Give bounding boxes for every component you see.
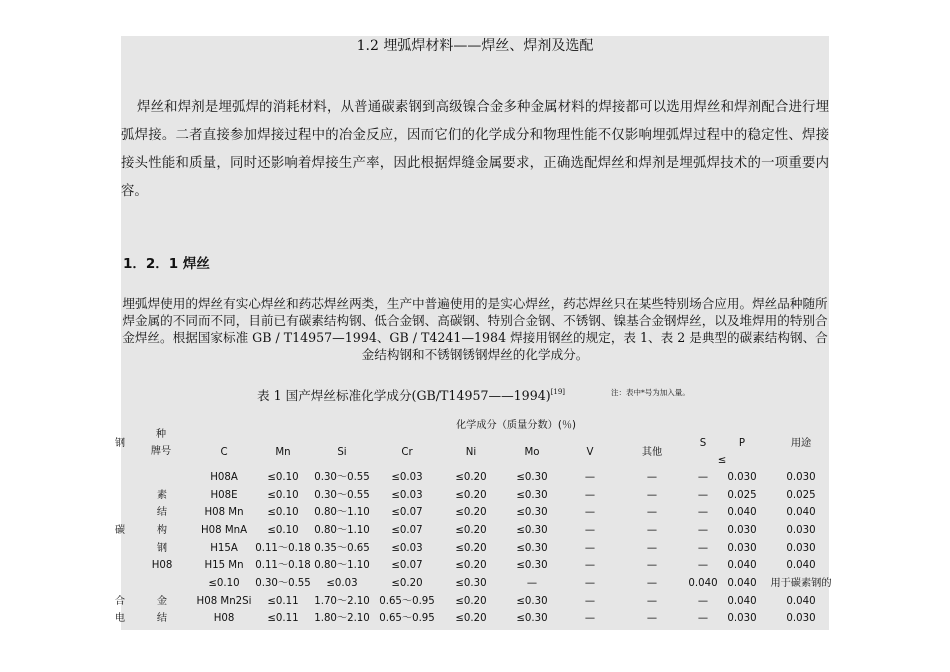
table-cell: 0.040 — [727, 560, 757, 571]
table-cell: ≤0.30 — [516, 525, 548, 536]
table-cell: ≤0.11 — [267, 596, 299, 607]
table-cell: ≤0.30 — [516, 507, 548, 518]
table-cell: — — [646, 472, 658, 483]
table-cell: — — [646, 596, 658, 607]
caption-reference: [19] — [550, 388, 566, 396]
table-cell: 0.040 — [786, 596, 816, 607]
table-cell: ≤0.20 — [455, 613, 487, 624]
table-cell: — — [646, 490, 658, 501]
table-cell: ≤0.07 — [391, 507, 423, 518]
table-cell: 0.040 — [786, 507, 816, 518]
table-cell: H15 Mn — [204, 560, 244, 571]
table-cell: ≤0.10 — [267, 525, 299, 536]
table-cell: 0.030 — [786, 613, 816, 624]
table-cell: 0.040 — [688, 578, 718, 589]
header-grade: 牌号 — [150, 446, 172, 457]
header-composition: 化学成分（质量分数）(％) — [455, 420, 577, 431]
table-cell: ≤0.20 — [455, 596, 487, 607]
table-cell: H08E — [210, 490, 238, 501]
page-title: 1.2 埋弧焊材料——焊丝、焊剂及选配 — [356, 38, 594, 54]
table-cell: H08 — [213, 613, 235, 624]
header-le: ≤ — [717, 455, 727, 466]
side-b-5: 金 — [156, 596, 168, 607]
table-cell: — — [646, 560, 658, 571]
wire-paragraph: 埋弧焊使用的焊丝有实心焊丝和药芯焊丝两类，生产中普遍使用的是实心焊丝，药芯焊丝只在某些特别场合应用。焊丝品种随所焊金属的不同而不同，目前已有碳素结构钢、低合金钢、高碳钢、特别合金钢、不锈钢、镍基合金钢焊丝，以及堆焊用的特别合金焊丝。根据国家标准 GB / T14957—1994、GB / T4241—1984 焊接用钢丝的规定，表 1、表 2 是典型的碳素结构钢、合金结构钢和不锈钢锈钢焊丝的化学成分。 — [122, 296, 828, 362]
table-cell: 0.040 — [727, 507, 757, 518]
table-cell: 0.65～0.95 — [379, 613, 435, 624]
header-ni: Ni — [465, 447, 477, 458]
header-mn: Mn — [275, 447, 291, 458]
section-heading: 1．2．1 焊丝 — [123, 256, 210, 272]
table-cell: 0.030 — [727, 543, 757, 554]
table-cell: ≤0.30 — [516, 490, 548, 501]
table-cell: H08 Mn — [204, 507, 244, 518]
table-cell: 用于碳素钢的 — [770, 578, 832, 589]
table-cell: H08A — [210, 472, 238, 483]
table-cell: ≤0.03 — [391, 543, 423, 554]
side-b-6: 结 — [156, 613, 168, 624]
table-cell: ≤0.03 — [391, 490, 423, 501]
header-use: 用途 — [790, 438, 812, 449]
table-cell: — — [697, 472, 709, 483]
table-cell: ≤0.10 — [208, 578, 240, 589]
table-cell: ≤0.20 — [455, 525, 487, 536]
header-kind: 种 — [155, 429, 167, 440]
header-s: S — [699, 438, 707, 449]
caption-text: 表 1 国产焊丝标准化学成分(GB/T14957——1994) — [257, 388, 551, 403]
table-cell: 0.030 — [786, 525, 816, 536]
table-cell: H08 Mn2Si — [196, 596, 252, 607]
side-b-2: 构 — [156, 525, 168, 536]
table-cell: — — [697, 525, 709, 536]
table-cell: ≤0.10 — [267, 507, 299, 518]
table-cell: — — [584, 507, 596, 518]
table-cell: 0.025 — [727, 490, 757, 501]
table-cell: ≤0.30 — [516, 613, 548, 624]
table-cell: ≤0.03 — [391, 472, 423, 483]
table-cell: — — [697, 507, 709, 518]
side-b-4: H08 — [151, 560, 173, 571]
side-b-0: 素 — [156, 490, 168, 501]
table-cell: 0.80～1.10 — [314, 525, 370, 536]
table-cell: H15A — [210, 543, 238, 554]
table-cell: ≤0.30 — [516, 472, 548, 483]
table-cell: — — [646, 507, 658, 518]
table-cell: 0.040 — [786, 560, 816, 571]
side-a-carbon: 碳 — [114, 525, 126, 536]
side-b-3: 钢 — [156, 543, 168, 554]
table-cell: 0.030 — [727, 613, 757, 624]
table-note: 注：表中*号为加入量。 — [611, 388, 690, 397]
table-cell: — — [584, 525, 596, 536]
table-cell: ≤0.20 — [391, 578, 423, 589]
table-cell: 0.040 — [727, 596, 757, 607]
table-cell: 0.80～1.10 — [314, 560, 370, 571]
side-b-1: 结 — [156, 507, 168, 518]
header-p: P — [738, 438, 746, 449]
table-cell: ≤0.20 — [455, 560, 487, 571]
table-cell: 0.30～0.55 — [314, 472, 370, 483]
table-cell: ≤0.20 — [455, 472, 487, 483]
table-cell: 0.025 — [786, 490, 816, 501]
side-a-alloy: 合 — [114, 596, 126, 607]
intro-paragraph: 焊丝和焊剂是埋弧焊的消耗材料，从普通碳素钢到高级镍合金多种金属材料的焊接都可以选用焊丝和焊剂配合进行埋弧焊接。二者直接参加焊接过程中的冶金反应，因而它们的化学成分和物理性能不仅影响埋弧焊过程中的稳定性、焊接接头性能和质量，同时还影响着焊接生产率，因此根据焊缝金属要求，正确选配焊丝和焊剂是埋弧焊技术的一项重要内容。 — [121, 100, 829, 199]
table-cell: 0.35～0.65 — [314, 543, 370, 554]
table-cell: ≤0.30 — [516, 543, 548, 554]
table-cell: 0.040 — [727, 578, 757, 589]
table-cell: 1.80～2.10 — [314, 613, 370, 624]
header-steel: 钢 — [114, 438, 126, 449]
table-cell: 0.11～0.18 — [255, 560, 311, 571]
table-cell: — — [646, 543, 658, 554]
table-cell: — — [584, 578, 596, 589]
table-cell: — — [584, 596, 596, 607]
header-c: C — [220, 447, 228, 458]
header-mo: Mo — [524, 447, 540, 458]
table-cell: — — [646, 525, 658, 536]
side-a-elec: 电 — [114, 613, 126, 624]
table-cell: — — [526, 578, 538, 589]
table-cell: — — [584, 472, 596, 483]
header-v: V — [586, 447, 594, 458]
table-cell: ≤0.30 — [455, 578, 487, 589]
table-cell: — — [584, 560, 596, 571]
header-si: Si — [337, 447, 347, 458]
table-cell: 0.030 — [786, 472, 816, 483]
header-cr: Cr — [401, 447, 413, 458]
table-cell: 0.30～0.55 — [255, 578, 311, 589]
table-cell: ≤0.03 — [326, 578, 358, 589]
table-cell: ≤0.30 — [516, 596, 548, 607]
table-cell: 1.70～2.10 — [314, 596, 370, 607]
table-cell: 0.30～0.55 — [314, 490, 370, 501]
table-cell: ≤0.07 — [391, 525, 423, 536]
header-other: 其他 — [641, 447, 663, 458]
table-cell: — — [584, 490, 596, 501]
table-cell: ≤0.20 — [455, 543, 487, 554]
table-cell: 0.030 — [727, 472, 757, 483]
table-cell: — — [584, 543, 596, 554]
table-cell: 0.65～0.95 — [379, 596, 435, 607]
table-cell: H08 MnA — [200, 525, 248, 536]
table-cell: ≤0.30 — [516, 560, 548, 571]
table-cell: ≤0.11 — [267, 613, 299, 624]
table-cell: ≤0.10 — [267, 472, 299, 483]
table-cell: — — [584, 613, 596, 624]
table-cell: ≤0.07 — [391, 560, 423, 571]
table-cell: — — [646, 613, 658, 624]
table-cell: — — [697, 543, 709, 554]
table-cell: — — [697, 560, 709, 571]
table-cell: 0.030 — [727, 525, 757, 536]
table-cell: 0.11～0.18 — [255, 543, 311, 554]
table-cell: ≤0.10 — [267, 490, 299, 501]
table-cell: — — [697, 596, 709, 607]
table-cell: 0.030 — [786, 543, 816, 554]
table-cell: 0.80～1.10 — [314, 507, 370, 518]
table-cell: ≤0.20 — [455, 490, 487, 501]
table-cell: — — [697, 613, 709, 624]
table-cell: — — [646, 578, 658, 589]
table-cell: — — [697, 490, 709, 501]
table-cell: ≤0.20 — [455, 507, 487, 518]
